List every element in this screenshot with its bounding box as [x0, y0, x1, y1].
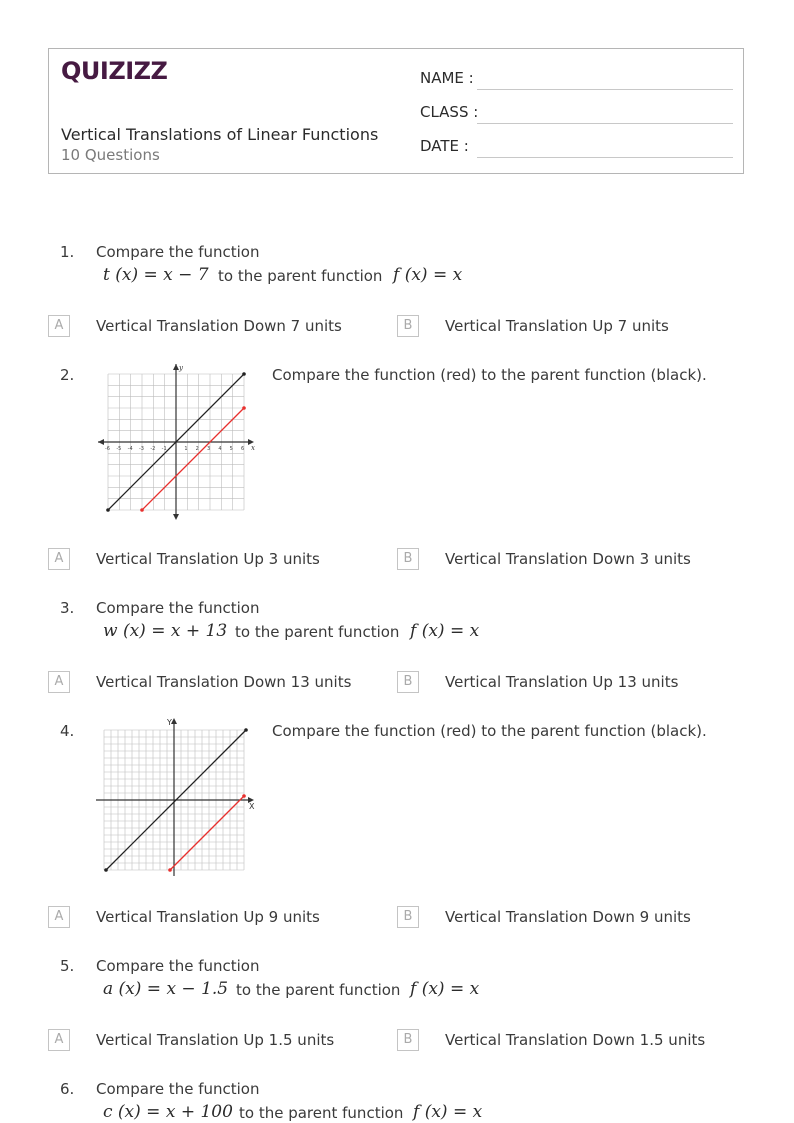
- question-1-option-a-text[interactable]: Vertical Translation Down 7 units: [96, 317, 342, 335]
- question-2-tick-label: 3: [207, 446, 211, 452]
- question-5-option-b-box[interactable]: B: [397, 1029, 419, 1051]
- name-label: NAME :: [420, 69, 474, 87]
- question-6-mid-text: to the parent function: [239, 1104, 404, 1122]
- question-2-x-axis-label: x: [251, 444, 255, 452]
- question-4-y-axis-label: Y: [167, 718, 172, 727]
- question-3-function: w (x) = x + 13: [103, 621, 228, 641]
- question-4-option-a-text[interactable]: Vertical Translation Up 9 units: [96, 908, 320, 926]
- question-1-option-a-box[interactable]: A: [48, 315, 70, 337]
- question-2-number: 2.: [60, 366, 75, 384]
- question-1-prompt: Compare the function: [96, 243, 260, 261]
- question-5-prompt: Compare the function: [96, 957, 260, 975]
- question-2-tick-label: -2: [150, 446, 156, 452]
- question-4-option-a-box[interactable]: A: [48, 906, 70, 928]
- question-5-option-a-box[interactable]: A: [48, 1029, 70, 1051]
- question-3-prompt: Compare the function: [96, 599, 260, 617]
- question-2-tick-label: -1: [161, 446, 167, 452]
- question-4-option-b-text[interactable]: Vertical Translation Down 9 units: [445, 908, 691, 926]
- question-5-number: 5.: [60, 957, 75, 975]
- question-4-number: 4.: [60, 722, 75, 740]
- question-2-red-line: [142, 408, 244, 510]
- class-label: CLASS :: [420, 103, 479, 121]
- question-3-option-b-box[interactable]: B: [397, 671, 419, 693]
- question-2-tick-label: -5: [116, 446, 122, 452]
- question-3-number: 3.: [60, 599, 75, 617]
- question-2-tick-label: 1: [184, 446, 188, 452]
- date-label: DATE :: [420, 137, 469, 155]
- question-3-option-b-text[interactable]: Vertical Translation Up 13 units: [445, 673, 679, 691]
- question-1-mid-text: to the parent function: [218, 267, 383, 285]
- class-line[interactable]: [477, 123, 733, 124]
- question-5-parent-function: f (x) = x: [410, 979, 480, 999]
- question-2-tick-labels: [105, 446, 244, 452]
- question-6-number: 6.: [60, 1080, 75, 1098]
- question-2-tick-label: 2: [195, 446, 199, 452]
- question-5-mid-text: to the parent function: [236, 981, 401, 999]
- question-2-option-b-box[interactable]: B: [397, 548, 419, 570]
- question-2-option-b-text[interactable]: Vertical Translation Down 3 units: [445, 550, 691, 568]
- question-6-parent-function: f (x) = x: [413, 1102, 483, 1122]
- question-2-option-a-text[interactable]: Vertical Translation Up 3 units: [96, 550, 320, 568]
- question-2-tick-label: -6: [105, 446, 110, 452]
- question-1-function: t (x) = x − 7: [103, 265, 209, 285]
- question-4-prompt: Compare the function (red) to the parent function (black).: [272, 722, 707, 740]
- question-5-option-b-text[interactable]: Vertical Translation Down 1.5 units: [445, 1031, 706, 1049]
- question-1-parent-function: f (x) = x: [393, 265, 463, 285]
- question-2-tick-label: 5: [229, 446, 233, 452]
- date-line[interactable]: [477, 157, 733, 158]
- question-2-tick-label: 6: [241, 446, 245, 452]
- question-1-number: 1.: [60, 243, 75, 261]
- question-2-graph: [96, 362, 258, 522]
- name-line[interactable]: [477, 89, 733, 90]
- question-count: 10 Questions: [61, 146, 160, 164]
- question-1-option-b-box[interactable]: B: [397, 315, 419, 337]
- question-2-tick-label: -4: [127, 446, 133, 452]
- question-3-option-a-box[interactable]: A: [48, 671, 70, 693]
- question-2-tick-label: -3: [139, 446, 144, 452]
- question-5-function: a (x) = x − 1.5: [103, 979, 229, 999]
- question-3-option-a-text[interactable]: Vertical Translation Down 13 units: [96, 673, 352, 691]
- question-4-x-axis-label: X: [249, 802, 255, 811]
- question-6-prompt: Compare the function: [96, 1080, 260, 1098]
- question-4-option-b-box[interactable]: B: [397, 906, 419, 928]
- question-3-parent-function: f (x) = x: [410, 621, 480, 641]
- question-6-function: c (x) = x + 100: [103, 1102, 233, 1122]
- question-2-prompt: Compare the function (red) to the parent function (black).: [272, 366, 707, 384]
- question-4-graph: [96, 716, 260, 878]
- question-2-y-axis-label: y: [179, 364, 183, 372]
- question-1-option-b-text[interactable]: Vertical Translation Up 7 units: [445, 317, 669, 335]
- quizizz-logo: QUIZIZZ: [61, 57, 168, 85]
- question-3-mid-text: to the parent function: [235, 623, 400, 641]
- worksheet-title: Vertical Translations of Linear Functions: [61, 125, 379, 144]
- question-5-option-a-text[interactable]: Vertical Translation Up 1.5 units: [96, 1031, 335, 1049]
- question-2-tick-label: 4: [218, 446, 222, 452]
- question-2-option-a-box[interactable]: A: [48, 548, 70, 570]
